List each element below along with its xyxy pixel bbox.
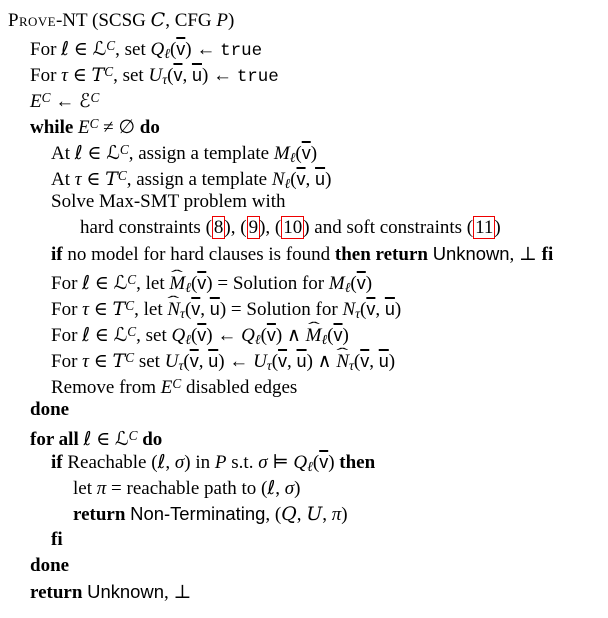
text-run: C [119, 142, 129, 157]
text-run: σ [258, 452, 268, 473]
text-run: , ⊥ [163, 582, 192, 603]
text-run: , [322, 504, 332, 525]
text-run: E [78, 117, 90, 139]
text-run: Q [150, 39, 165, 61]
text-run: T [105, 168, 118, 191]
text-run: , [200, 299, 210, 321]
text-run: ( [184, 299, 192, 321]
text-run: ℓ [157, 451, 166, 473]
text-run: ℓ [185, 332, 191, 348]
text-run: $\overline{u}$ [296, 351, 307, 372]
text-run: M [328, 273, 345, 295]
text-run: , [165, 452, 175, 473]
text-run: ℓ [344, 280, 351, 296]
text-run: ∈ [91, 429, 115, 451]
text-run: ) ← [206, 325, 242, 347]
text-run: = reachable path to ( [106, 478, 268, 499]
text-run: $\overline{u}$ [384, 299, 395, 320]
text-run: $\overline{v}$ [356, 273, 366, 294]
text-run: ∈ [67, 65, 92, 87]
algorithm-line [0, 579, 608, 605]
text-run: C [90, 90, 100, 105]
text-run: $\overline{v}$ [333, 325, 343, 346]
algorithm-line [0, 423, 608, 449]
text-run: , ( [265, 504, 282, 525]
text-run: ℒ [113, 272, 128, 295]
text-run: ( [190, 273, 198, 295]
text-run: σ [284, 478, 295, 499]
text-run: ≠ ∅ [98, 117, 140, 139]
text-run: true [236, 67, 279, 88]
text-run: ) [294, 478, 301, 499]
text-run: ℓ [82, 272, 91, 295]
text-run: C [104, 64, 114, 79]
text-run: ℓ [284, 176, 291, 192]
text-run: ∈ [88, 299, 113, 321]
text-run: N [342, 299, 356, 321]
text-run: Remove from [51, 377, 161, 399]
algorithm-line [0, 111, 608, 137]
text-run: ( [353, 351, 361, 373]
text-run: C [106, 38, 116, 53]
text-run: ) [325, 169, 332, 191]
text-run: then [339, 452, 376, 473]
text-run: ( [169, 39, 177, 61]
text-run: Q [293, 452, 308, 473]
text-run: ℓ [307, 459, 313, 474]
text-run: return [30, 582, 88, 603]
text-run: , assign a template [128, 143, 274, 165]
algorithm-line [0, 267, 608, 296]
text-run: ) in [184, 452, 215, 473]
text-run: ℓ [74, 142, 83, 165]
text-run: Q [281, 503, 297, 525]
text-run: C [89, 116, 99, 131]
text-run: $\overline{v}$ [173, 65, 183, 86]
hat-accented-symbol: N ˆ [336, 351, 349, 372]
algorithm-line [0, 163, 608, 192]
text-run: τ [266, 358, 272, 374]
text-run: E [30, 91, 42, 113]
text-run: , [287, 351, 297, 373]
text-run: Prove [8, 10, 56, 31]
algorithm-line [0, 215, 608, 241]
algorithm-line [0, 33, 608, 62]
text-run: T [91, 64, 105, 87]
text-run: T [112, 350, 126, 373]
text-run: Q [171, 325, 186, 347]
text-run: ∈ [90, 273, 114, 295]
text-run: ) = Solution for [206, 273, 329, 295]
text-run: ( [190, 325, 198, 347]
text-run: fi [541, 244, 554, 265]
text-run: $\overline{u}$ [191, 65, 202, 86]
constraint-ref-link-10[interactable]: 10 [283, 217, 303, 238]
text-run: τ [74, 169, 82, 191]
text-run: , ⊥ [509, 244, 542, 265]
text-run: return [73, 504, 131, 525]
text-run: C [150, 9, 166, 31]
text-run: Solve Max-SMT problem with [51, 191, 286, 212]
text-run: ( [360, 299, 367, 321]
text-run: $\overline{v}$ [319, 452, 329, 472]
text-run: ℓ [267, 477, 276, 499]
text-run: π [96, 478, 107, 499]
text-run: ) [328, 452, 340, 473]
text-run: for all [30, 429, 84, 451]
text-run: ℒ [92, 38, 107, 61]
text-run: hard constraints ( [80, 217, 212, 238]
text-run: , set [115, 39, 151, 61]
text-run: ( [350, 273, 357, 295]
text-run: ℓ [289, 150, 296, 166]
text-run: ∈ [81, 169, 106, 191]
text-run: $\overline{u}$ [315, 169, 326, 190]
text-run: ℓ [164, 46, 170, 62]
text-run: π [331, 504, 342, 525]
text-run: while [30, 117, 79, 139]
text-run: C [125, 298, 135, 313]
text-run: if [51, 452, 68, 473]
text-run: $\overline{v}$ [266, 325, 276, 346]
text-run: M [273, 143, 290, 165]
text-run: τ [349, 358, 354, 374]
text-run: ( [290, 169, 297, 191]
text-run: E [160, 377, 173, 399]
text-run: , let [136, 273, 170, 295]
text-run: done [30, 555, 70, 576]
text-run: s.t. [226, 452, 259, 473]
text-run: C [125, 350, 135, 365]
constraint-ref-link-11[interactable]: 11 [475, 217, 494, 238]
text-run: ℓ [83, 428, 92, 451]
text-run: $\overline{u}$ [378, 351, 389, 372]
text-run: , CFG [165, 10, 217, 31]
text-run: T [112, 298, 126, 321]
text-run: C [41, 90, 51, 105]
text-run: true [220, 41, 263, 62]
text-run: , [198, 351, 209, 373]
text-run: ℓ [82, 324, 91, 347]
text-run: σ [174, 452, 185, 473]
text-run: Non-Terminating [130, 503, 266, 524]
constraint-ref-link-8[interactable]: 8 [213, 217, 224, 238]
text-run: ℓ [61, 38, 70, 61]
text-run: then return [334, 244, 433, 265]
text-run: ) [494, 217, 501, 238]
algorithm-line [0, 449, 608, 475]
text-run: τ [178, 358, 184, 374]
algorithm-line [0, 475, 608, 501]
text-run: For [51, 351, 83, 373]
text-run: fi [51, 529, 63, 550]
text-run: if [51, 244, 68, 265]
text-run: C [127, 272, 137, 287]
text-run: P [216, 10, 229, 31]
text-run: ), ( [224, 217, 247, 238]
text-run: ) = Solution for [219, 299, 343, 321]
text-run: τ [355, 306, 361, 322]
algorithm-line [0, 189, 608, 215]
algorithm-line [0, 371, 608, 397]
text-run: $\overline{v}$ [301, 143, 311, 164]
algorithm-line [0, 319, 608, 348]
text-run: ( [327, 325, 334, 347]
text-run: $\overline{v}$ [197, 273, 207, 294]
text-run: ( [312, 452, 320, 473]
hat-accented-symbol: N ˆ [167, 299, 180, 320]
text-run: let [73, 478, 97, 499]
algorithm-line [0, 85, 608, 111]
text-run: $\overline{v}$ [296, 169, 306, 190]
text-run: , let [134, 299, 168, 321]
text-run: ) [365, 273, 373, 295]
text-run: ) [228, 10, 235, 31]
text-run: τ [162, 72, 168, 88]
text-run: ∈ [90, 325, 114, 347]
text-run: ℓ [185, 280, 191, 296]
text-run: Unknown [87, 581, 164, 602]
text-run: ) ∧ [306, 351, 337, 373]
text-run: ) ∧ [275, 325, 306, 347]
text-run: U [148, 65, 163, 87]
text-run: , [275, 478, 285, 499]
text-run: , [375, 299, 385, 321]
text-run: ∈ [88, 351, 113, 373]
text-run: For [30, 39, 62, 61]
text-run: ), ( [259, 217, 282, 238]
text-run: $\overline{u}$ [208, 351, 219, 372]
text-run: , assign a template [126, 169, 272, 191]
text-run: U [306, 503, 323, 525]
text-run: $\overline{v}$ [366, 299, 376, 320]
text-run: N [271, 169, 285, 191]
text-run: U [253, 351, 267, 373]
text-run: do [137, 429, 163, 451]
text-run: ) and soft constraints ( [303, 217, 474, 238]
text-run: ⊨ [267, 452, 294, 473]
text-run: ) [394, 299, 402, 321]
text-run: ∈ [69, 39, 93, 61]
text-run: -NT (SCSG [55, 10, 151, 31]
text-run: U [164, 351, 179, 373]
algorithm-line [0, 527, 608, 553]
text-run: For [30, 65, 62, 87]
text-run: disabled edges [181, 377, 298, 399]
text-run: At [51, 143, 75, 165]
text-run: $\overline{v}$ [197, 325, 207, 346]
algorithm-line [0, 7, 608, 33]
algorithm-line [0, 553, 608, 579]
text-run: , [296, 504, 307, 525]
text-run: Reachable ( [67, 452, 158, 473]
text-run: ℒ [106, 142, 120, 165]
text-run: $\overline{v}$ [189, 351, 199, 372]
text-run: $\overline{v}$ [191, 299, 201, 320]
text-run: $\overline{u}$ [209, 299, 220, 320]
text-run: Q [241, 325, 255, 347]
text-run: ) ← [185, 39, 221, 61]
text-run: , set [113, 65, 149, 87]
text-run: $\overline{v}$ [278, 351, 288, 372]
text-run: , [369, 351, 379, 373]
algorithm-line [0, 345, 608, 374]
text-run: ) ← [218, 351, 254, 373]
text-run: For [51, 325, 83, 347]
text-run: C [172, 376, 182, 391]
text-run: For [51, 299, 83, 321]
text-run: ℒ [113, 324, 128, 347]
text-run: ( [260, 325, 267, 347]
text-run: For [51, 273, 83, 295]
text-run: $\overline{v}$ [360, 351, 370, 372]
text-run: ℓ [321, 332, 328, 348]
algorithm-line [0, 501, 608, 527]
text-run: ℒ [114, 428, 129, 451]
text-run: ) ← [201, 65, 237, 87]
hat-accented-symbol: M ˆ [169, 273, 185, 294]
text-run: ) [341, 504, 348, 525]
text-run: , [305, 169, 316, 191]
algorithm-line [0, 293, 608, 322]
text-run: no model for hard clauses is found [67, 244, 335, 265]
text-run: ) [342, 325, 349, 347]
text-run: At [51, 169, 75, 191]
text-run: ( [295, 143, 302, 165]
hat-accented-symbol: M ˆ [306, 325, 322, 346]
algorithm-line [0, 137, 608, 166]
text-run: , set [136, 325, 172, 347]
text-run: ( [183, 351, 190, 373]
text-run: ( [167, 65, 174, 87]
text-run: ∈ [82, 143, 107, 165]
text-run: Unknown [432, 243, 510, 264]
text-run: , [182, 65, 192, 87]
text-run: C [128, 428, 138, 443]
text-run: τ [180, 306, 185, 322]
constraint-ref-link-9[interactable]: 9 [248, 217, 259, 238]
text-run: ℰ [78, 90, 91, 113]
text-run: τ [82, 351, 89, 373]
text-run: do [139, 117, 160, 139]
text-run: ← [50, 91, 79, 113]
algorithm-line [0, 241, 608, 267]
text-run: ) [388, 351, 396, 373]
algorithm-line [0, 397, 608, 423]
text-run: P [214, 452, 227, 473]
text-run: ℓ [254, 332, 261, 348]
text-run: C [127, 324, 137, 339]
text-run: done [30, 399, 70, 420]
text-run: ) [310, 143, 318, 165]
text-run: set [134, 351, 165, 373]
text-run: τ [82, 299, 89, 321]
text-run: τ [61, 65, 68, 87]
text-run: C [117, 168, 127, 183]
text-run: $\overline{v}$ [176, 39, 186, 60]
algorithm-line [0, 59, 608, 88]
text-run: ( [271, 351, 279, 373]
